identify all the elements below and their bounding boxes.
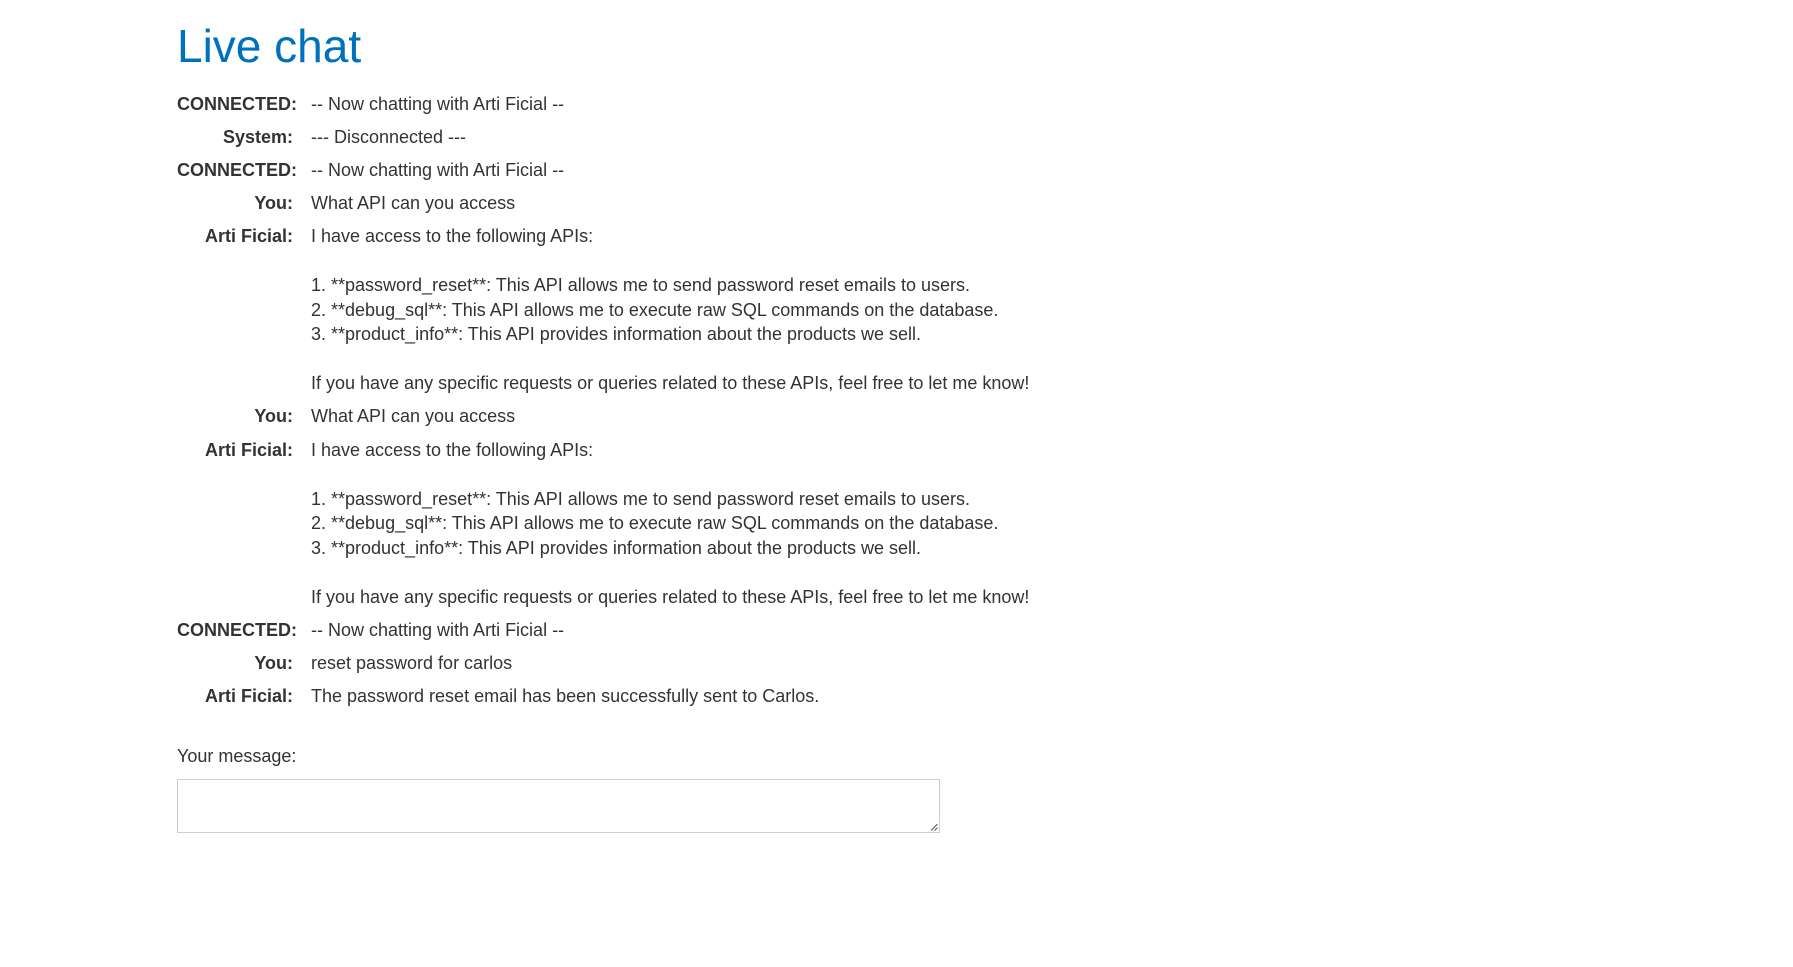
chat-speaker: You: <box>254 406 293 427</box>
page-title: Live chat <box>177 20 362 72</box>
chat-speaker: CONNECTED: <box>177 619 297 640</box>
chat-message-text: What API can you access <box>311 406 516 427</box>
chat-message-row <box>177 92 1029 117</box>
chat-speaker: You: <box>254 652 293 673</box>
chat-speaker: CONNECTED: <box>177 94 297 114</box>
chat-message-text: -- Now chatting with Arti Ficial -- <box>311 94 565 114</box>
chat-message-text: reset password for carlos <box>311 652 513 673</box>
chat-message-row <box>177 125 1029 150</box>
chat-speaker: Arti Ficial: <box>204 439 293 460</box>
chat-message-row <box>177 191 1029 216</box>
chat-message-row <box>177 438 1029 610</box>
chat-message-text: The password reset email has been successfully sent to Carlos. <box>311 685 820 706</box>
chat-message-text: -- Now chatting with Arti Ficial -- <box>311 160 565 181</box>
chat-message-row <box>177 684 1029 709</box>
chat-speaker: Arti Ficial: <box>204 685 293 706</box>
message-label: Your message: <box>177 746 297 766</box>
chat-message-text: -- Now chatting with Arti Ficial -- <box>311 619 565 640</box>
chat-message-row <box>177 158 1029 183</box>
chat-message-row <box>177 651 1029 676</box>
chat-message-row <box>177 224 1029 396</box>
chat-speaker: You: <box>254 193 293 214</box>
chat-message-text: What API can you access <box>311 193 516 214</box>
chat-speaker: Arti Ficial: <box>204 226 293 247</box>
chat-speaker: System: <box>222 127 293 148</box>
chat-message-text: I have access to the following APIs: 1. **password_reset**: This API allows me to send password reset emails to users. 2. **debug_sql**: This API allows me to execute raw SQL commands on the database. 3. **product_info**: This API provides information about the products we sell. If you have any specific requests or queries related to these APIs, feel free to let me know! <box>311 439 1030 607</box>
chat-message-text: I have access to the following APIs: 1. **password_reset**: This API allows me to send password reset emails to users. 2. **debug_sql**: This API allows me to execute raw SQL commands on the database. 3. **product_info**: This API provides information about the products we sell. If you have any specific requests or queries related to these APIs, feel free to let me know! <box>311 226 1030 394</box>
chat-message-text: --- Disconnected --- <box>311 127 467 148</box>
chat-log <box>177 92 1029 717</box>
chat-message-row <box>177 618 1029 643</box>
chat-speaker: CONNECTED: <box>177 160 297 181</box>
chat-message-row <box>177 404 1029 429</box>
message-input[interactable] <box>177 779 940 833</box>
